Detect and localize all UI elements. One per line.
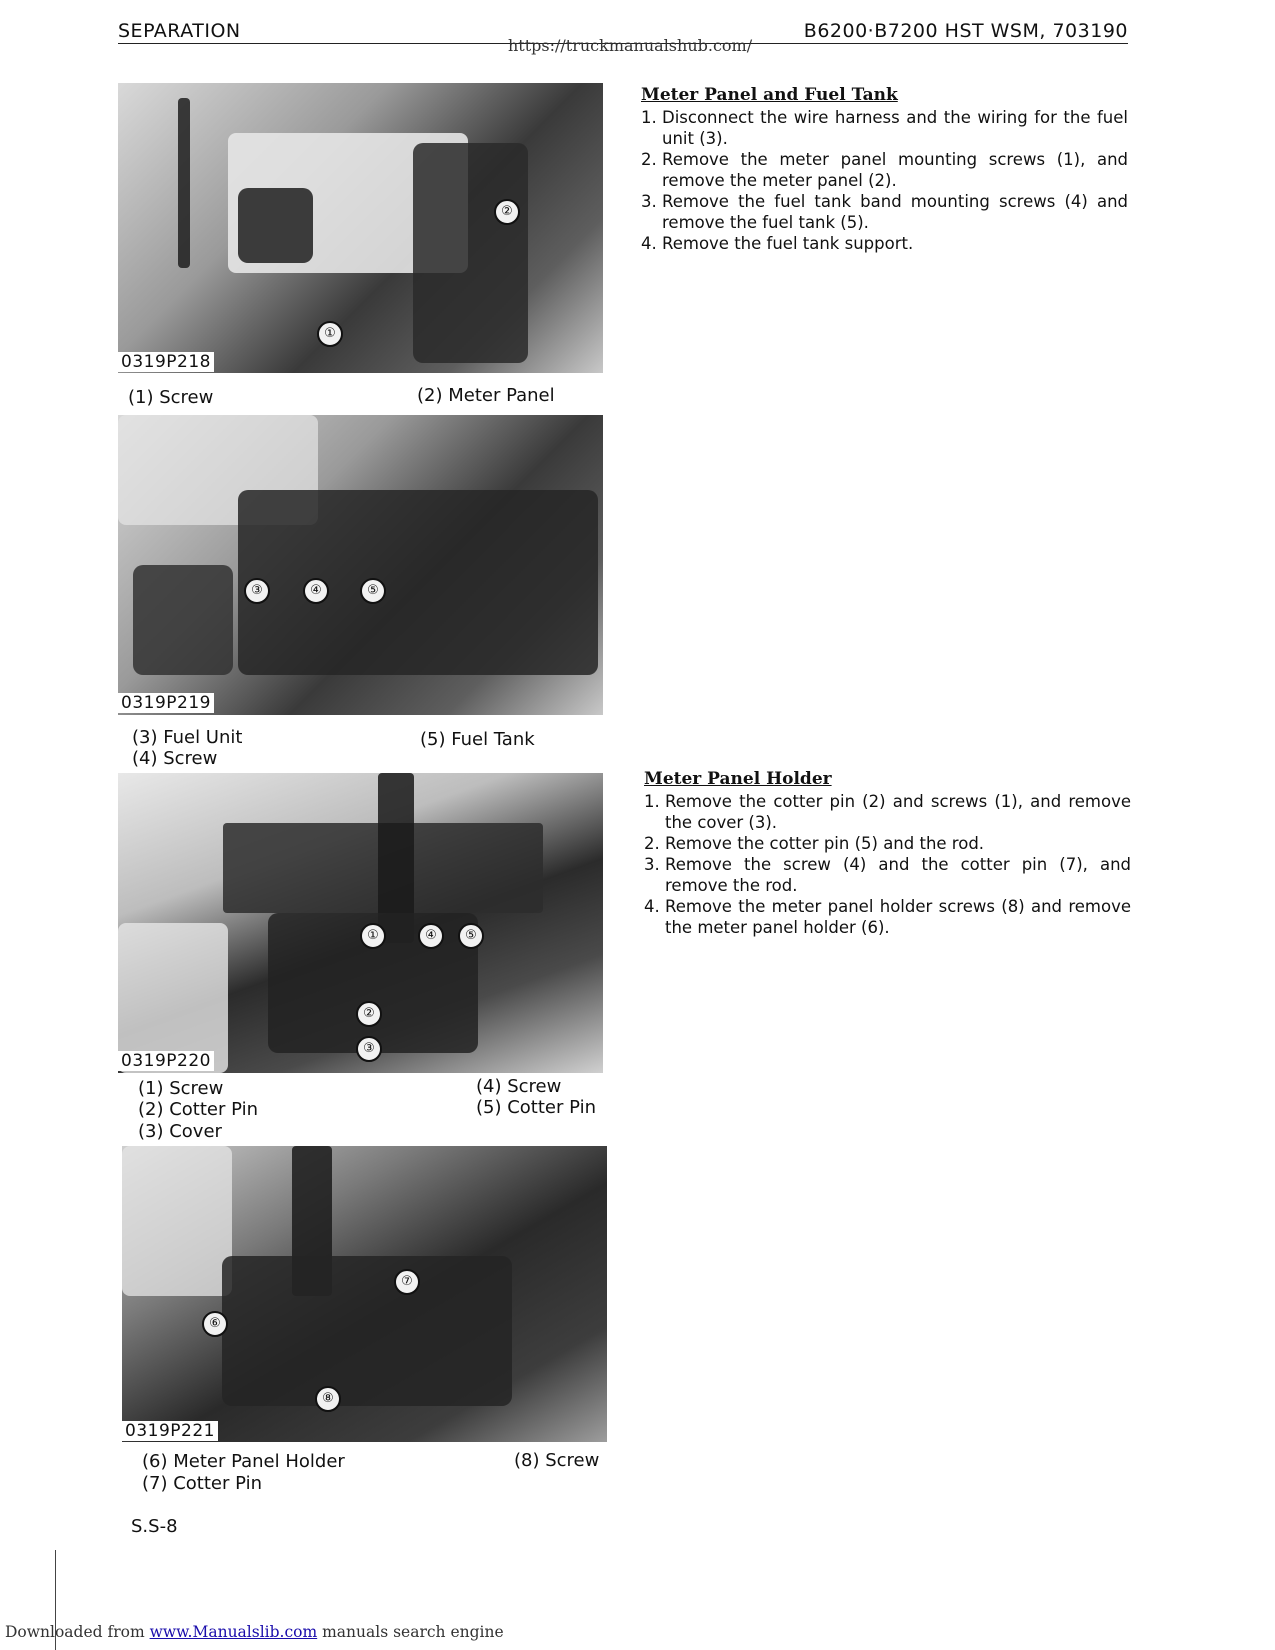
- figure-code: 0319P219: [118, 693, 214, 713]
- callout-5: ⑤: [458, 923, 484, 949]
- caption-screw: (1) Screw: [138, 1078, 224, 1099]
- step-item: 4. Remove the fuel tank support.: [641, 234, 914, 253]
- callout-7: ⑦: [394, 1269, 420, 1295]
- caption-screw: (8) Screw: [514, 1450, 600, 1471]
- step-item: 1. Remove the cotter pin (2) and screws (1), and remove the cover (3).: [644, 792, 1131, 832]
- manual-code: B6200·B7200 HST WSM, 703190: [803, 20, 1128, 42]
- callout-3: ③: [244, 578, 270, 604]
- steps-meter-panel-holder: [644, 791, 1131, 938]
- caption-cover: (3) Cover: [138, 1121, 222, 1142]
- caption-cotter-pin: (5) Cotter Pin: [476, 1097, 596, 1118]
- figure-3-photo: [118, 773, 603, 1073]
- callout-3: ③: [356, 1036, 382, 1062]
- footer-suffix: manuals search engine: [317, 1623, 504, 1641]
- caption-meter-panel: (2) Meter Panel: [417, 385, 555, 406]
- callout-1: ①: [317, 321, 343, 347]
- caption-meter-panel-holder: (6) Meter Panel Holder: [142, 1451, 345, 1472]
- section-title-meter-panel-holder: Meter Panel Holder: [644, 769, 832, 789]
- manualslib-link[interactable]: www.Manualslib.com: [149, 1623, 318, 1641]
- caption-fuel-unit: (3) Fuel Unit: [132, 727, 243, 748]
- section-header: SEPARATION: [118, 20, 241, 42]
- watermark-url[interactable]: https://truckmanualshub.com/: [508, 36, 753, 55]
- caption-cotter-pin: (2) Cotter Pin: [138, 1099, 258, 1120]
- step-item: 4. Remove the meter panel holder screws (8) and remove the meter panel holder (6).: [644, 897, 1131, 937]
- caption-screw: (4) Screw: [132, 748, 218, 769]
- step-item: 3. Remove the fuel tank band mounting screws (4) and remove the fuel tank (5).: [641, 192, 1128, 232]
- steps-meter-panel-fuel-tank: [641, 107, 1128, 254]
- footer: [5, 1623, 504, 1641]
- figure-code: 0319P220: [118, 1051, 214, 1071]
- caption-fuel-tank: (5) Fuel Tank: [420, 729, 535, 750]
- callout-5: ⑤: [360, 578, 386, 604]
- callout-6: ⑥: [202, 1311, 228, 1337]
- figure-4-photo: [122, 1146, 607, 1442]
- callout-1: ①: [360, 923, 386, 949]
- caption-screw: (1) Screw: [128, 387, 214, 408]
- figure-code: 0319P218: [118, 352, 214, 372]
- page-number: S.S-8: [131, 1516, 178, 1537]
- caption-cotter-pin: (7) Cotter Pin: [142, 1473, 262, 1494]
- step-item: 1. Disconnect the wire harness and the wiring for the fuel unit (3).: [641, 108, 1128, 148]
- figure-code: 0319P221: [122, 1421, 218, 1441]
- figure-1-photo: [118, 83, 603, 373]
- callout-4: ④: [418, 923, 444, 949]
- callout-2: ②: [356, 1001, 382, 1027]
- callout-4: ④: [303, 578, 329, 604]
- footer-prefix: Downloaded from: [5, 1623, 150, 1641]
- caption-screw: (4) Screw: [476, 1076, 562, 1097]
- step-item: 3. Remove the screw (4) and the cotter pin (7), and remove the rod.: [644, 855, 1131, 895]
- callout-2: ②: [494, 199, 520, 225]
- figure-2-photo: [118, 415, 603, 715]
- step-item: 2. Remove the cotter pin (5) and the rod.: [644, 834, 985, 853]
- callout-8: ⑧: [315, 1386, 341, 1412]
- step-item: 2. Remove the meter panel mounting screws (1), and remove the meter panel (2).: [641, 150, 1128, 190]
- section-title-meter-panel-fuel-tank: Meter Panel and Fuel Tank: [641, 85, 898, 105]
